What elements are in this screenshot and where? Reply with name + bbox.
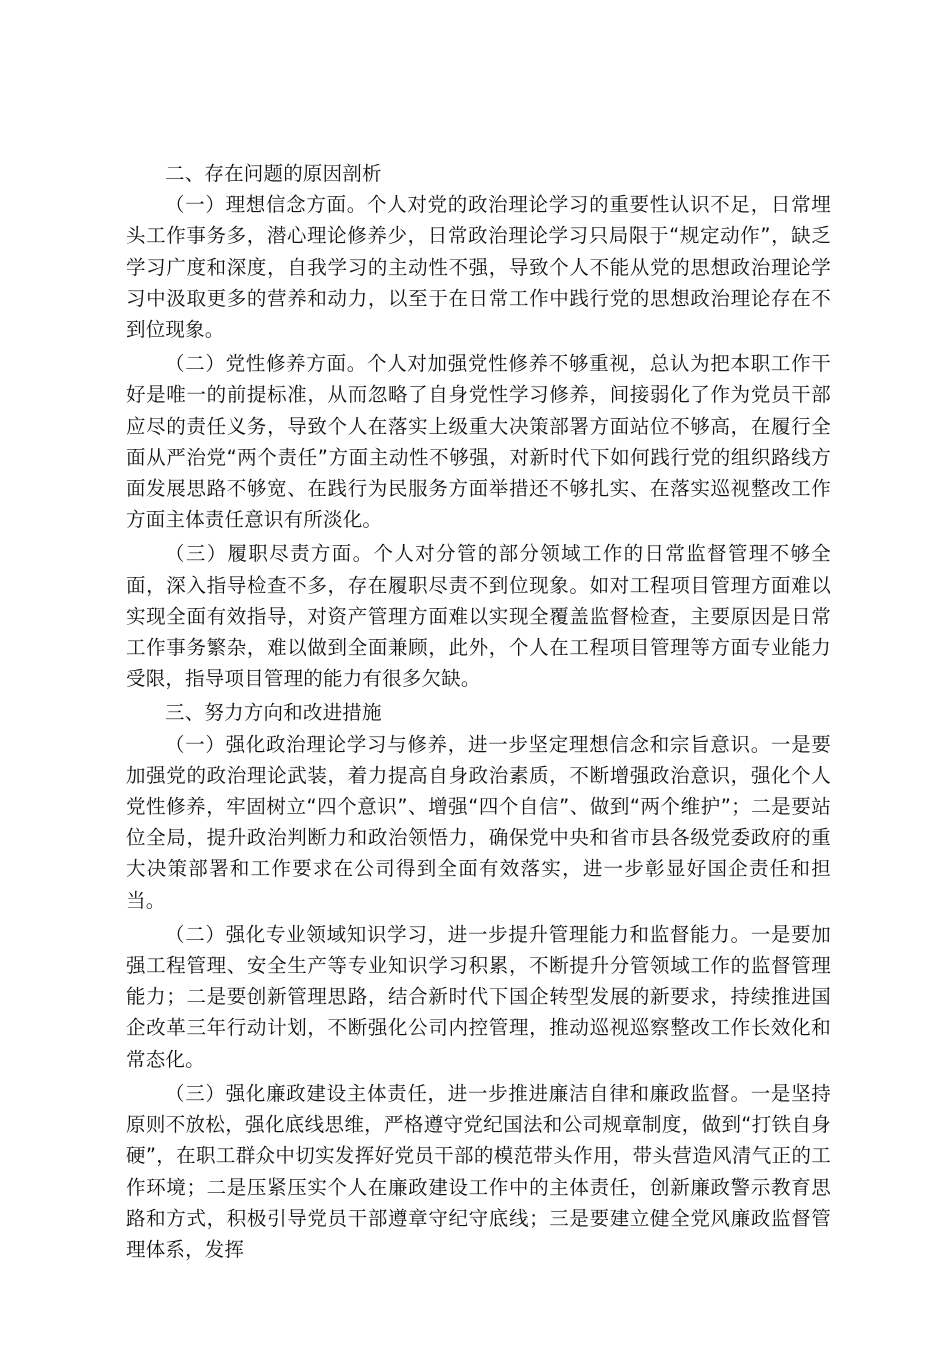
section-heading: 三、努力方向和改进措施 (165, 701, 382, 725)
section-heading: 二、存在问题的原因剖析 (165, 162, 382, 185)
paragraph-professional-study: （二）强化专业领域知识学习，进一步提升管理能力和监督能力。一是要加强工程管理、安全生产等专业知识学习积累，不断提升分管领域工作的监督管理能力；二是要创新管理思路，结合新时代下国企转型发展的新要求，持续推进国企改革三年行动计划，不断强化公司内控管理，推动巡视巡察整改工作长效化和常态化。 (126, 922, 831, 1071)
paragraph-political-study: （一）强化政治理论学习与修养，进一步坚定理想信念和宗旨意识。一是要加强党的政治理论武装，着力提高自身政治素质，不断增强政治意识，强化个人党性修养，牢固树立“四个意识”、增强“四个自信”、做到“两个维护”；二是要站位全局，提升政治判断力和政治领悟力，确保党中央和省市县各级党委政府的重大决策部署和工作要求在公司得到全面有效落实，进一步彰显好国企责任和担当。 (126, 732, 831, 912)
paragraph-integrity-building: （三）强化廉政建设主体责任，进一步推进廉洁自律和廉政监督。一是坚持原则不放松，强化底线思维，严格遵守党纪国法和公司规章制度，做到“打铁自身硬”，在职工群众中切实发挥好党员干部的模范带头作用，带头营造风清气正的工作环境；二是压紧压实个人在廉政建设工作中的主体责任，创新廉政警示教育思路和方式，积极引导党员干部遵章守纪守底线；三是要建立健全党风廉政监督管理体系，发挥 (126, 1081, 831, 1261)
paragraph-party-spirit: （二）党性修养方面。个人对加强党性修养不够重视，总认为把本职工作干好是唯一的前提标准，从而忽略了自身党性学习修养，间接弱化了作为党员干部应尽的责任义务，导致个人在落实上级重大决策部署方面站位不够高，在履行全面从严治党“两个责任”方面主动性不够强，对新时代下如何践行党的组织路线方面发展思路不够宽、在践行为民服务方面举措还不够扎实、在落实巡视整改工作方面主体责任意识有所淡化。 (126, 352, 831, 532)
section-improvement-measures (126, 697, 831, 1265)
section-cause-analysis (126, 158, 831, 697)
document-page (126, 158, 831, 1265)
paragraph-ideals-beliefs: （一）理想信念方面。个人对党的政治理论学习的重要性认识不足，日常埋头工作事务多，潜心理论修养少，日常政治理论学习只局限于“规定动作”，缺乏学习广度和深度，自我学习的主动性不强，导致个人不能从党的思想政治理论学习中汲取更多的营养和动力，以至于在日常工作中践行党的思想政治理论存在不到位现象。 (126, 193, 831, 342)
paragraph-duty-performance: （三）履职尽责方面。个人对分管的部分领域工作的日常监督管理不够全面，深入指导检查不多，存在履职尽责不到位现象。如对工程项目管理方面难以实现全面有效指导，对资产管理方面难以实现全覆盖监督检查，主要原因是日常工作事务繁杂，难以做到全面兼顾，此外，个人在工程项目管理等方面专业能力受限，指导项目管理的能力有很多欠缺。 (126, 542, 831, 691)
